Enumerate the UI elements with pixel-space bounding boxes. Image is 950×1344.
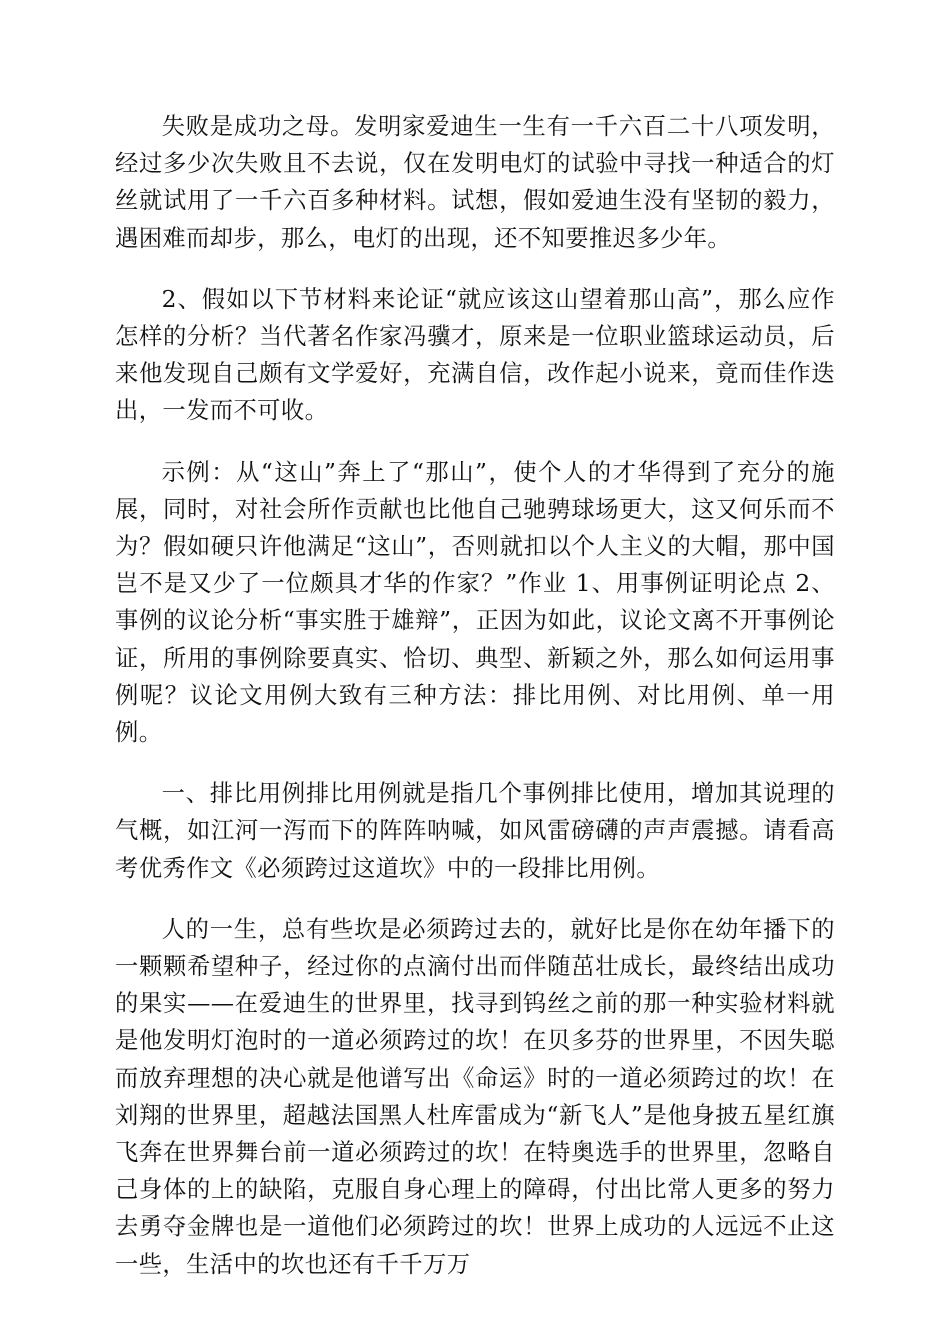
document-body xyxy=(115,108,835,1307)
paragraph-parallel-examples: 一、排比用例排比用例就是指几个事例排比使用，增加其说理的气概，如江河一泻而下的阵阵呐喊，如风雷磅礴的声声震撼。请看高考优秀作文《必须跨过这道坎》中的一段排比用例。 xyxy=(115,780,835,882)
paragraph-failure-mother-of-success: 失败是成功之母。发明家爱迪生一生有一千六百二十八项发明，经过多少次失败且不去说，仅在发明电灯的试验中寻找一种适合的灯丝就试用了一千六百多种材料。试想，假如爱迪生没有坚韧的毅力，遇困难而却步，那么，电灯的出现，还不知要推迟多少年。 xyxy=(115,113,835,252)
paragraph-example: 示例：从“这山”奔上了“那山”，使个人的才华得到了充分的施展，同时，对社会所作贡献也比他自己驰骋球场更大，这又何乐而不为？假如硬只许他满足“这山”，否则就扣以个人主义的大帽，那中国岂不是又少了一位颇具才华的作家？”作业 1、用事例证明论点 2、事例的议论分析“事实胜于雄辩”，正因为如此，议论文离不开事例论证，所用的事例除要真实、恰切、典型、新颖之外，那么如何运用事例呢？议论文用例大致有三种方法：排比用例、对比用例、单一用例。 xyxy=(115,458,835,747)
paragraph-essay-excerpt: 人的一生，总有些坎是必须跨过去的，就好比是你在幼年播下的一颗颗希望种子，经过你的点滴付出而伴随茁壮成长，最终结出成功的果实——在爱迪生的世界里，找寻到钨丝之前的那一种实验材料就是他发明灯泡时的一道必须跨过的坎！在贝多芬的世界里，不因失聪而放弃理想的决心就是他谱写出《命运》时的一道必须跨过的坎！在刘翔的世界里，超越法国黑人杜库雷成为“新飞人”是他身披五星红旗飞奔在世界舞台前一道必须跨过的坎！在特奥选手的世界里，忽略自己身体的上的缺陷，克服自身心理上的障碍，付出比常人更多的努力去勇夺金牌也是一道他们必须跨过的坎！世界上成功的人远远不止这一些，生活中的坎也还有千千万万 xyxy=(115,915,835,1278)
paragraph-question-2: 2、假如以下节材料来论证“就应该这山望着那山高”，那么应作怎样的分析？当代著名作家冯骥才，原来是一位职业篮球运动员，后来他发现自己颇有文学爱好，充满自信，改作起小说来，竟而佳作迭出，一发而不可收。 xyxy=(115,285,835,425)
